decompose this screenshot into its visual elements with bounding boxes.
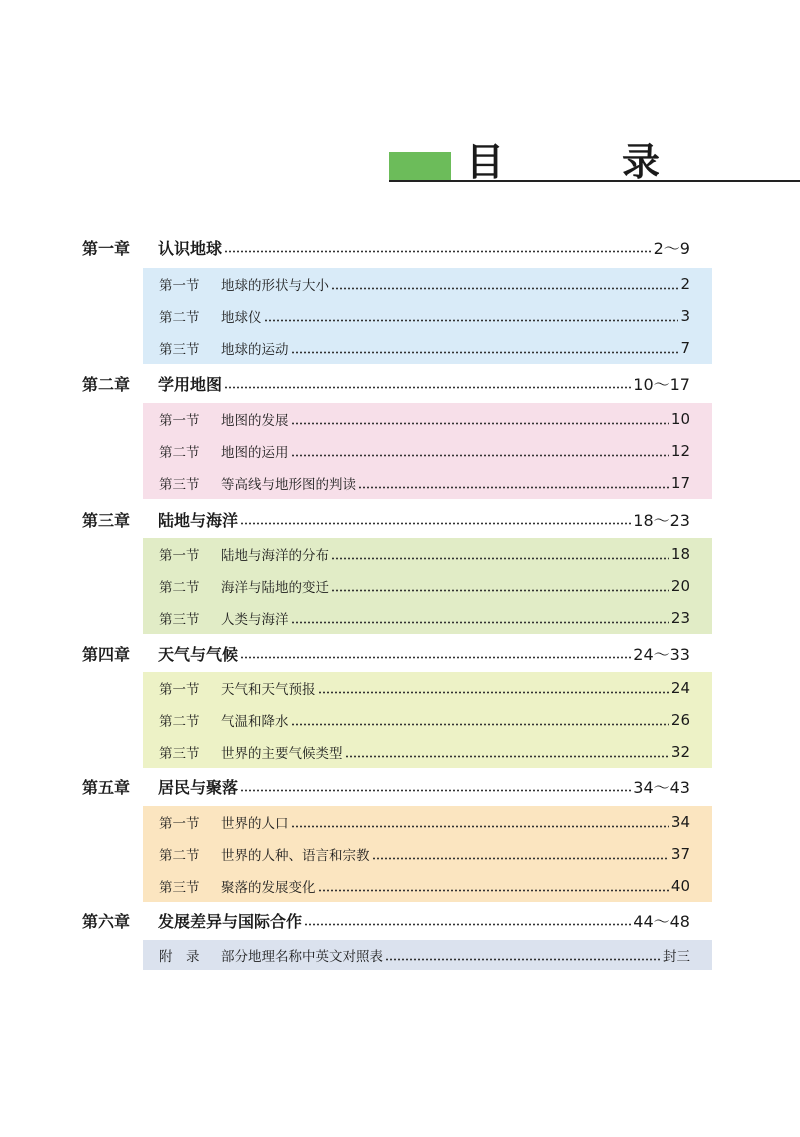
dot-leader [385,958,661,961]
chapter-pages: 10～17 [633,374,690,394]
toc-section[interactable] [143,870,712,902]
appendix-panel [143,940,712,970]
section-title: 地球的形状与大小 [221,278,329,294]
dot-leader [291,422,669,425]
dot-leader [372,857,669,860]
section-number: 第二节 [159,714,200,730]
section-title: 陆地与海洋的分布 [221,548,329,564]
section-number: 第二节 [159,310,200,326]
section-page: 3 [680,307,690,325]
section-title: 地图的发展 [221,413,289,429]
toc-section[interactable] [143,806,712,838]
toc-section[interactable] [143,403,712,435]
section-page: 26 [670,711,690,729]
section-title: 聚落的发展变化 [221,880,316,896]
section-page: 10 [670,410,690,428]
section-number: 第三节 [159,612,200,628]
section-number: 第三节 [159,746,200,762]
chapter-number: 第三章 [82,510,131,530]
dot-leader [358,486,669,489]
section-page: 34 [670,813,690,831]
dot-leader [304,923,631,926]
chapter-pages: 44～48 [633,911,690,931]
toc-chapter-1[interactable] [82,232,690,262]
dot-leader [291,351,679,354]
section-panel-chapter-1 [143,268,712,364]
section-number: 第二节 [159,580,200,596]
section-page: 2 [680,275,690,293]
section-number: 第三节 [159,477,200,493]
section-title: 海洋与陆地的变迁 [221,580,329,596]
dot-leader [331,557,669,560]
appendix-title: 部分地理名称中英文对照表 [221,949,383,965]
section-title: 等高线与地形图的判读 [221,477,356,493]
section-title: 世界的人种、语言和宗教 [221,848,370,864]
dot-leader [331,589,669,592]
section-page: 20 [670,577,690,595]
section-number: 第三节 [159,342,200,358]
toc-section[interactable] [143,704,712,736]
dot-leader [291,723,669,726]
chapter-number: 第四章 [82,644,131,664]
chapter-number: 第五章 [82,777,131,797]
section-page: 7 [680,339,690,357]
chapter-number: 第六章 [82,911,131,931]
chapter-title: 天气与气候 [158,644,239,664]
toc-section[interactable] [143,268,712,300]
toc-chapter-3[interactable] [82,504,690,534]
toc-section[interactable] [143,300,712,332]
toc-chapter-5[interactable] [82,771,690,801]
chapter-pages: 34～43 [633,777,690,797]
chapter-number: 第一章 [82,238,131,258]
toc-chapter-6[interactable] [82,905,690,935]
toc-section[interactable] [143,570,712,602]
toc-section[interactable] [143,838,712,870]
dot-leader [291,621,669,624]
dot-leader [240,522,631,525]
chapter-title: 陆地与海洋 [158,510,239,530]
section-number: 第二节 [159,445,200,461]
section-title: 人类与海洋 [221,612,289,628]
chapter-pages: 2～9 [653,238,690,258]
section-number: 第三节 [159,880,200,896]
section-number: 第一节 [159,548,200,564]
dot-leader [224,250,652,253]
toc-section[interactable] [143,672,712,704]
section-number: 第二节 [159,848,200,864]
chapter-number: 第二章 [82,374,131,394]
chapter-title: 学用地图 [158,374,223,394]
section-number: 第一节 [159,278,200,294]
toc-appendix[interactable] [143,940,712,970]
dot-leader [240,656,631,659]
section-page: 23 [670,609,690,627]
dot-leader [345,755,669,758]
chapter-pages: 18～23 [633,510,690,530]
chapter-title: 认识地球 [158,238,223,258]
section-page: 32 [670,743,690,761]
chapter-title: 发展差异与国际合作 [158,911,303,931]
section-page: 18 [670,545,690,563]
toc-chapter-2[interactable] [82,368,690,398]
section-panel-chapter-5 [143,806,712,902]
dot-leader [291,825,669,828]
page-title: 目 录 [466,139,701,184]
section-page: 12 [670,442,690,460]
section-number: 第一节 [159,682,200,698]
toc-section[interactable] [143,736,712,768]
section-title: 世界的人口 [221,816,289,832]
dot-leader [331,287,678,290]
toc-section[interactable] [143,467,712,499]
section-page: 24 [670,679,690,697]
toc-section[interactable] [143,435,712,467]
toc-section[interactable] [143,538,712,570]
chapter-pages: 24～33 [633,644,690,664]
section-panel-chapter-2 [143,403,712,499]
section-title: 天气和天气预报 [221,682,316,698]
section-panel-chapter-4 [143,672,712,768]
toc-section[interactable] [143,332,712,364]
section-title: 地球仪 [221,310,262,326]
section-title: 世界的主要气候类型 [221,746,343,762]
section-number: 第一节 [159,413,200,429]
toc-section[interactable] [143,602,712,634]
section-panel-chapter-3 [143,538,712,634]
dot-leader [291,454,669,457]
section-page: 40 [670,877,690,895]
appendix-label: 附 录 [159,949,200,965]
chapter-title: 居民与聚落 [158,777,239,797]
toc-chapter-4[interactable] [82,638,690,668]
dot-leader [264,319,679,322]
dot-leader [318,889,669,892]
dot-leader [240,789,631,792]
section-number: 第一节 [159,816,200,832]
section-title: 地球的运动 [221,342,289,358]
appendix-page: 封三 [663,949,690,965]
section-page: 17 [670,474,690,492]
title-accent-block [389,152,451,181]
section-page: 37 [670,845,690,863]
section-title: 地图的运用 [221,445,289,461]
section-title: 气温和降水 [221,714,289,730]
dot-leader [318,691,669,694]
dot-leader [224,386,631,389]
